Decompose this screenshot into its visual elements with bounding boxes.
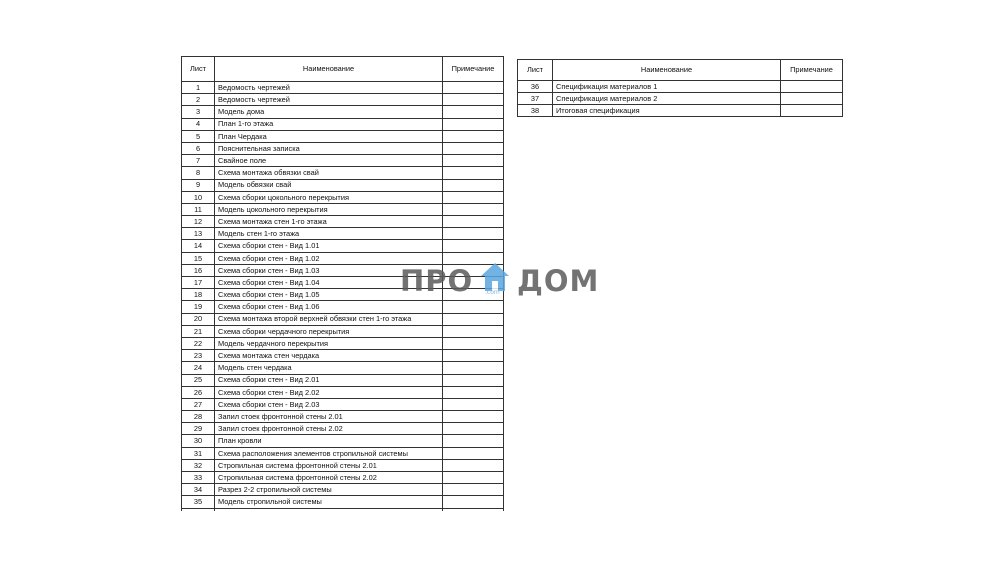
note-cell bbox=[443, 435, 504, 447]
sheet-name-cell: Модель стен 1-го этажа bbox=[215, 228, 443, 240]
watermark-domain: .com bbox=[485, 289, 500, 296]
table-row bbox=[182, 106, 504, 118]
note-cell bbox=[443, 228, 504, 240]
sheet-number-cell: 26 bbox=[182, 386, 215, 398]
table-row bbox=[182, 325, 504, 337]
sheet-name-cell: Схема расположения элементов стропильной системы bbox=[215, 447, 443, 459]
sheet-number-cell: 11 bbox=[182, 203, 215, 215]
table-row bbox=[182, 130, 504, 142]
sheet-name-cell: Пояснительная записка bbox=[215, 142, 443, 154]
sheet-name-cell: Схема монтажа стен 1-го этажа bbox=[215, 216, 443, 228]
note-cell bbox=[443, 155, 504, 167]
table-row bbox=[182, 374, 504, 386]
table-row bbox=[182, 337, 504, 349]
table-row bbox=[518, 105, 843, 117]
note-cell bbox=[781, 93, 843, 105]
sheet-number-cell: 17 bbox=[182, 277, 215, 289]
note-cell bbox=[443, 216, 504, 228]
note-cell bbox=[443, 398, 504, 410]
sheet-name-cell: Модель стен чердака bbox=[215, 362, 443, 374]
sheet-number-cell: 10 bbox=[182, 191, 215, 203]
sheet-number-cell: 2 bbox=[182, 94, 215, 106]
cut-off-row bbox=[182, 508, 504, 511]
sheet-name-cell: Свайное поле bbox=[215, 155, 443, 167]
table-row bbox=[182, 228, 504, 240]
table-row bbox=[182, 386, 504, 398]
table-row bbox=[182, 240, 504, 252]
sheet-name-cell: Схема сборки стен - Вид 1.05 bbox=[215, 289, 443, 301]
note-cell bbox=[443, 411, 504, 423]
note-cell bbox=[443, 484, 504, 496]
header-sheet: Лист bbox=[182, 57, 215, 82]
table-row bbox=[182, 94, 504, 106]
table-row bbox=[182, 216, 504, 228]
sheet-name-cell: Схема сборки стен - Вид 1.01 bbox=[215, 240, 443, 252]
table-row bbox=[518, 81, 843, 93]
table-row bbox=[182, 203, 504, 215]
note-cell bbox=[443, 447, 504, 459]
note-cell bbox=[443, 167, 504, 179]
sheet-name-cell: Модель цокольного перекрытия bbox=[215, 203, 443, 215]
note-cell bbox=[443, 82, 504, 94]
sheet-name-cell: План кровли bbox=[215, 435, 443, 447]
sheet-name-cell: Схема сборки чердачного перекрытия bbox=[215, 325, 443, 337]
sheet-number-cell: 37 bbox=[518, 93, 553, 105]
note-cell bbox=[443, 423, 504, 435]
sheet-number-cell: 27 bbox=[182, 398, 215, 410]
sheet-name-cell: Стропильная система фронтонной стены 2.01 bbox=[215, 459, 443, 471]
table-row bbox=[182, 398, 504, 410]
note-cell bbox=[443, 496, 504, 508]
sheet-name-cell: Модель дома bbox=[215, 106, 443, 118]
sheet-number-cell: 31 bbox=[182, 447, 215, 459]
sheet-name-cell: План 1-го этажа bbox=[215, 118, 443, 130]
sheet-number-cell: 16 bbox=[182, 264, 215, 276]
sheet-number-cell: 28 bbox=[182, 411, 215, 423]
sheet-name-cell: Схема монтажа обвязки свай bbox=[215, 167, 443, 179]
sheet-number-cell: 12 bbox=[182, 216, 215, 228]
sheet-number-cell: 38 bbox=[518, 105, 553, 117]
sheet-number-cell: 15 bbox=[182, 252, 215, 264]
sheet-name-cell: Ведомость чертежей bbox=[215, 82, 443, 94]
table-row bbox=[182, 423, 504, 435]
sheet-number-cell: 30 bbox=[182, 435, 215, 447]
sheet-name-cell: Схема монтажа стен чердака bbox=[215, 350, 443, 362]
sheet-name-cell: Схема сборки стен - Вид 2.01 bbox=[215, 374, 443, 386]
sheet-number-cell: 7 bbox=[182, 155, 215, 167]
note-cell bbox=[781, 81, 843, 93]
table-row bbox=[182, 496, 504, 508]
note-cell bbox=[443, 240, 504, 252]
sheet-number-cell: 18 bbox=[182, 289, 215, 301]
cut-off-cell bbox=[182, 508, 215, 511]
sheet-name-cell: Запил стоек фронтонной стены 2.02 bbox=[215, 423, 443, 435]
table-row bbox=[182, 179, 504, 191]
table-row bbox=[182, 350, 504, 362]
sheet-name-cell: Спецификация материалов 2 bbox=[553, 93, 781, 105]
note-cell bbox=[443, 472, 504, 484]
sheet-number-cell: 24 bbox=[182, 362, 215, 374]
sheet-number-cell: 8 bbox=[182, 167, 215, 179]
sheet-number-cell: 14 bbox=[182, 240, 215, 252]
sheet-number-cell: 5 bbox=[182, 130, 215, 142]
header-name: Наименование bbox=[553, 60, 781, 81]
sheet-number-cell: 6 bbox=[182, 142, 215, 154]
table-row bbox=[182, 313, 504, 325]
table-body bbox=[518, 81, 843, 117]
sheet-number-cell: 22 bbox=[182, 337, 215, 349]
table-row bbox=[182, 142, 504, 154]
sheet-number-cell: 34 bbox=[182, 484, 215, 496]
note-cell bbox=[443, 374, 504, 386]
table-row bbox=[182, 191, 504, 203]
sheet-number-cell: 19 bbox=[182, 301, 215, 313]
sheet-name-cell: Схема сборки стен - Вид 2.02 bbox=[215, 386, 443, 398]
watermark-text-right: ДОМ bbox=[517, 264, 600, 298]
sheet-name-cell: Схема сборки стен - Вид 2.03 bbox=[215, 398, 443, 410]
sheet-number-cell: 20 bbox=[182, 313, 215, 325]
header-note: Примечание bbox=[443, 57, 504, 82]
sheet-name-cell: Спецификация материалов 1 bbox=[553, 81, 781, 93]
note-cell bbox=[443, 106, 504, 118]
table-row bbox=[182, 301, 504, 313]
sheet-number-cell: 4 bbox=[182, 118, 215, 130]
sheet-number-cell: 21 bbox=[182, 325, 215, 337]
note-cell bbox=[443, 301, 504, 313]
sheet-number-cell: 13 bbox=[182, 228, 215, 240]
sheet-number-cell: 29 bbox=[182, 423, 215, 435]
table-row bbox=[182, 118, 504, 130]
prodom-watermark bbox=[400, 262, 600, 300]
note-cell bbox=[443, 142, 504, 154]
sheet-number-cell: 33 bbox=[182, 472, 215, 484]
note-cell bbox=[443, 118, 504, 130]
sheet-number-cell: 35 bbox=[182, 496, 215, 508]
table-row bbox=[182, 472, 504, 484]
note-cell bbox=[443, 386, 504, 398]
sheet-number-cell: 23 bbox=[182, 350, 215, 362]
table-row bbox=[182, 155, 504, 167]
sheet-name-cell: Запил стоек фронтонной стены 2.01 bbox=[215, 411, 443, 423]
note-cell bbox=[443, 94, 504, 106]
specifications-table bbox=[517, 59, 843, 117]
sheet-name-cell: Модель чердачного перекрытия bbox=[215, 337, 443, 349]
sheet-name-cell: Разрез 2-2 стропильной системы bbox=[215, 484, 443, 496]
sheet-name-cell: Стропильная система фронтонной стены 2.02 bbox=[215, 472, 443, 484]
cut-off-cell bbox=[215, 508, 443, 511]
sheet-name-cell: Схема сборки стен - Вид 1.06 bbox=[215, 301, 443, 313]
table-row bbox=[182, 362, 504, 374]
note-cell bbox=[443, 179, 504, 191]
sheet-number-cell: 25 bbox=[182, 374, 215, 386]
note-cell bbox=[443, 313, 504, 325]
table-header-row bbox=[182, 57, 504, 82]
table-row bbox=[182, 411, 504, 423]
watermark-text-left: ПРО bbox=[400, 264, 474, 298]
table-row bbox=[182, 167, 504, 179]
sheet-name-cell: Схема монтажа второй верхней обвязки стен 1-го этажа bbox=[215, 313, 443, 325]
header-name: Наименование bbox=[215, 57, 443, 82]
header-sheet: Лист bbox=[518, 60, 553, 81]
table-header-row bbox=[518, 60, 843, 81]
table-row bbox=[182, 447, 504, 459]
sheet-name-cell: Схема сборки стен - Вид 1.04 bbox=[215, 277, 443, 289]
sheet-name-cell: Модель стропильной системы bbox=[215, 496, 443, 508]
note-cell bbox=[443, 350, 504, 362]
note-cell bbox=[443, 362, 504, 374]
sheet-number-cell: 36 bbox=[518, 81, 553, 93]
table-row bbox=[182, 435, 504, 447]
note-cell bbox=[443, 459, 504, 471]
sheet-name-cell: Модель обвязки свай bbox=[215, 179, 443, 191]
note-cell bbox=[781, 105, 843, 117]
table-row bbox=[518, 93, 843, 105]
sheet-name-cell: Ведомость чертежей bbox=[215, 94, 443, 106]
note-cell bbox=[443, 130, 504, 142]
note-cell bbox=[443, 191, 504, 203]
sheet-name-cell: Схема сборки стен - Вид 1.02 bbox=[215, 252, 443, 264]
sheet-number-cell: 32 bbox=[182, 459, 215, 471]
table-row bbox=[182, 459, 504, 471]
sheet-name-cell: Схема сборки цокольного перекрытия bbox=[215, 191, 443, 203]
sheet-name-cell: Схема сборки стен - Вид 1.03 bbox=[215, 264, 443, 276]
note-cell bbox=[443, 337, 504, 349]
sheet-number-cell: 9 bbox=[182, 179, 215, 191]
sheet-number-cell: 3 bbox=[182, 106, 215, 118]
cut-off-cell bbox=[443, 508, 504, 511]
sheet-name-cell: План Чердака bbox=[215, 130, 443, 142]
table-row bbox=[182, 484, 504, 496]
table-row bbox=[182, 82, 504, 94]
sheet-number-cell: 1 bbox=[182, 82, 215, 94]
note-cell bbox=[443, 325, 504, 337]
header-note: Примечание bbox=[781, 60, 843, 81]
sheet-name-cell: Итоговая спецификация bbox=[553, 105, 781, 117]
note-cell bbox=[443, 203, 504, 215]
